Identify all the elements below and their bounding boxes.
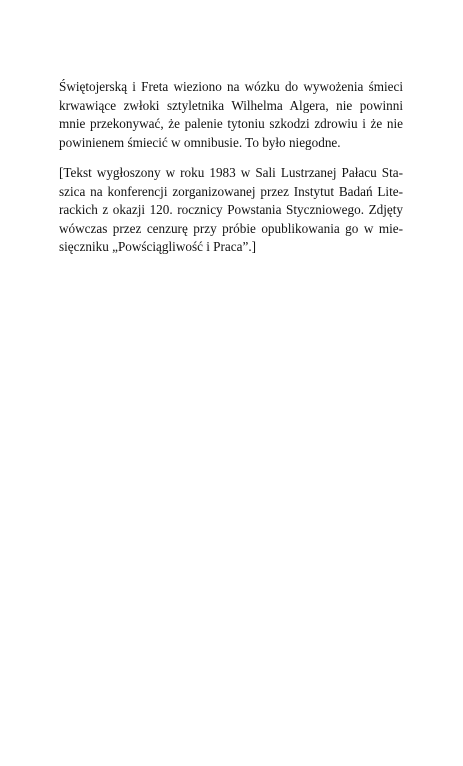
text-line: wówczas przez cenzurę przy próbie opublikowania go w mie-: [59, 220, 403, 236]
text-line: krwawiące zwłoki sztyletnika Wilhelma Algera, nie powinni: [59, 97, 403, 113]
text-line: Świętojerską i Freta wieziono na wózku do wywożenia śmieci: [59, 79, 403, 94]
text-line: mnie przekonywać, że palenie tytoniu szkodzi zdrowiu i że nie: [59, 116, 403, 132]
text-line: sięczniku „Powściągliwość i Praca”.]: [59, 239, 257, 255]
paragraph-editorial-note: [59, 164, 403, 257]
text-line: [Tekst wygłoszony w roku 1983 w Sali Lustrzanej Pałacu Sta-: [59, 165, 403, 180]
text-line: rackich z okazji 120. rocznicy Powstania Styczniowego. Zdjęty: [59, 202, 403, 218]
paragraph-main-text: [59, 78, 403, 152]
text-line: powinienem śmiecić w omnibusie. To było niegodne.: [59, 134, 341, 150]
text-line: szica na konferencji zorganizowanej przez Instytut Badań Lite-: [59, 183, 403, 199]
